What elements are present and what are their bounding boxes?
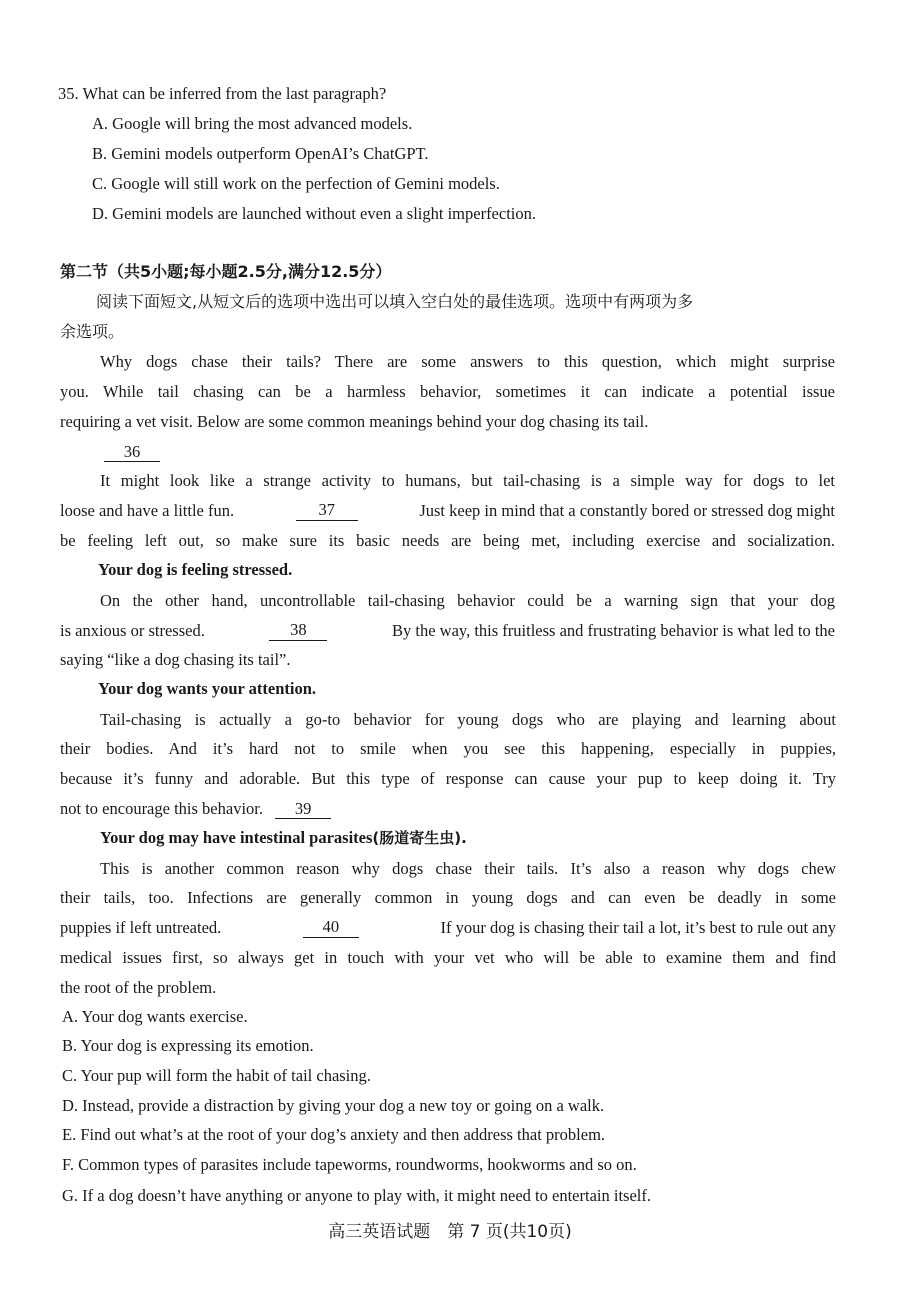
- p4-line-2: their tails, too. Infections are generally common in young dogs and can even be deadly in some: [60, 888, 836, 907]
- p4-line-3-after: If your dog is chasing their tail a lot, it’s best to rule out any: [440, 918, 836, 937]
- p3-line-2: their bodies. And it’s hard not to smile when you see this happening, especially in puppies,: [60, 739, 836, 758]
- q35-option-b: B. Gemini models outperform OpenAI’s ChatGPT.: [92, 144, 429, 163]
- choice-e: E. Find out what’s at the root of your dog’s anxiety and then address that problem.: [62, 1125, 606, 1144]
- p4-line-4: medical issues first, so always get in touch with your vet who will be able to examine them and find: [60, 948, 836, 967]
- choice-c: C. Your pup will form the habit of tail chasing.: [62, 1066, 371, 1085]
- p1-line-1: It might look like a strange activity to humans, but tail-chasing is a simple way for dogs to let: [100, 471, 835, 490]
- heading-parasites-cn: (肠道寄生虫).: [372, 829, 467, 847]
- intro-line-1: Why dogs chase their tails? There are some answers to this question, which might surprise: [100, 352, 835, 371]
- p2-line-2: [60, 621, 835, 641]
- intro-line-2: you. While tail chasing can be a harmless behavior, sometimes it can indicate a potential issue: [60, 382, 835, 401]
- instruction-line-1: 阅读下面短文,从短文后的选项中选出可以填入空白处的最佳选项。选项中有两项为多: [96, 292, 694, 311]
- choice-a: A. Your dog wants exercise.: [62, 1007, 248, 1026]
- p1-line-2-before: loose and have a little fun.: [60, 501, 235, 520]
- p1-line-2-after: Just keep in mind that a constantly bored or stressed dog might: [419, 501, 835, 520]
- p3-line-1: Tail-chasing is actually a go-to behavior for young dogs who are playing and learning about: [100, 710, 836, 729]
- heading-stressed: Your dog is feeling stressed.: [98, 560, 293, 579]
- p4-line-3: [60, 918, 836, 938]
- blank-36: [104, 442, 160, 462]
- p2-line-1: On the other hand, uncontrollable tail-chasing behavior could be a warning sign that your dog: [100, 591, 835, 610]
- blank-40: 40: [303, 918, 359, 938]
- blank-36-number: 36: [104, 443, 160, 462]
- q35-option-d: D. Gemini models are launched without even a slight imperfection.: [92, 204, 537, 223]
- intro-line-3: requiring a vet visit. Below are some common meanings behind your dog chasing its tail.: [60, 412, 649, 431]
- p3-line-3: because it’s funny and adorable. But this type of response can cause your pup to keep doing it. Try: [60, 769, 836, 788]
- p3-line-4: [60, 799, 331, 819]
- heading-parasites: [100, 828, 467, 848]
- blank-38: 38: [269, 621, 327, 641]
- p3-line-4-before: not to encourage this behavior.: [60, 799, 263, 818]
- choice-g: G. If a dog doesn’t have anything or anyone to play with, it might need to entertain itself.: [62, 1186, 651, 1205]
- blank-39: 39: [275, 800, 331, 819]
- heading-attention: Your dog wants your attention.: [98, 679, 317, 698]
- p2-line-2-before: is anxious or stressed.: [60, 621, 205, 640]
- p4-line-5: the root of the problem.: [60, 978, 217, 997]
- p4-line-1: This is another common reason why dogs chase their tails. It’s also a reason why dogs chew: [100, 859, 836, 878]
- heading-parasites-en: Your dog may have intestinal parasites: [100, 828, 373, 847]
- q35-stem: 35. What can be inferred from the last paragraph?: [58, 84, 387, 103]
- instruction-line-2: 余选项。: [60, 322, 125, 341]
- p2-line-2-after: By the way, this fruitless and frustrating behavior is what led to the: [392, 621, 835, 640]
- q35-option-c: C. Google will still work on the perfection of Gemini models.: [92, 174, 500, 193]
- p2-line-3: saying “like a dog chasing its tail”.: [60, 650, 291, 669]
- choice-b: B. Your dog is expressing its emotion.: [62, 1036, 314, 1055]
- page-footer: 高三英语试题 第 7 页(共10页): [328, 1222, 572, 1242]
- choice-f: F. Common types of parasites include tapeworms, roundworms, hookworms and so on.: [62, 1155, 637, 1174]
- q35-option-a: A. Google will bring the most advanced models.: [92, 114, 413, 133]
- section-heading: 第二节（共5小题;每小题2.5分,满分12.5分）: [60, 262, 392, 281]
- blank-37: 37: [296, 501, 358, 521]
- p4-line-3-before: puppies if left untreated.: [60, 918, 222, 937]
- p1-line-2: [60, 501, 835, 521]
- choice-d: D. Instead, provide a distraction by giving your dog a new toy or going on a walk.: [62, 1096, 605, 1115]
- p1-line-3: be feeling left out, so make sure its basic needs are being met, including exercise and socialization.: [60, 531, 835, 550]
